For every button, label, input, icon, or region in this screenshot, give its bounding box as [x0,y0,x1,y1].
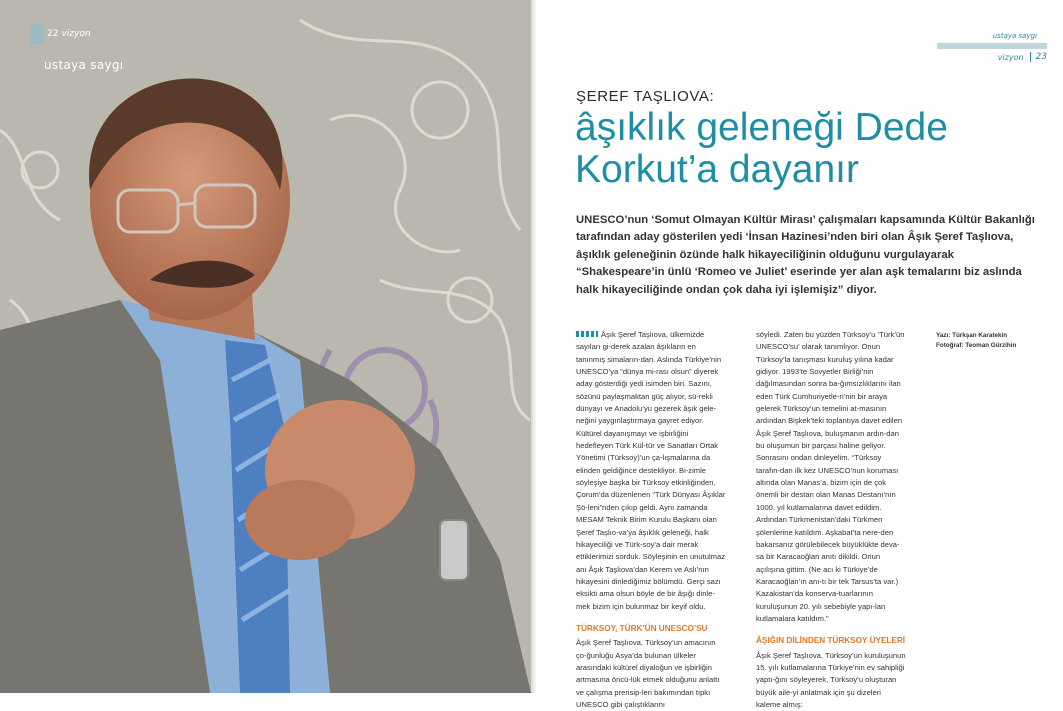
credit-writer: Yazı: Türkşan Karatekin [936,332,1008,339]
credit-photo: Fotoğraf: Teoman Gürzihin [936,342,1017,349]
header-bar [937,43,1047,49]
page-gutter [531,0,537,693]
left-section-title: ustaya saygı [44,58,124,72]
body-column-1 [576,329,726,711]
body-column-2 [756,329,906,711]
left-magazine-name: vizyon [61,29,91,39]
article-lead: UNESCO’nun ‘Somut Olmayan Kültür Mirası’ çalışmaları kapsamında Kültür Bakanlığı tarafından aday gösterilen yedi ‘İnsan Hazinesi’nden biri olan Âşık Şeref Taşlıova, âşıklık geleneğinin özünde halk hikayeciliğinin olduğunu vurgulayarak “Shakespeare’in ünlü ‘Romeo ve Juliet’ eserinde yer alan aşk temalarını biz aslında halk hikayeciliğinde ondan çok daha iyi işlemişiz” diyor. [576,214,1035,296]
portrait-illustration [0,0,531,693]
right-section-title: ustaya saygı [992,32,1037,40]
right-folio [937,52,1047,62]
article-kicker: ŞEREF TAŞLIOVA: [576,88,715,105]
article-credits [936,331,1046,351]
body-paragraph: söyledi. Zaten bu yüzden Türksoy’u ‘Türk’ün UNESCO’su’ olarak tanımlıyor. Onun Türksoy’la tanışması kuruluş yılına kadar gidiyor. 1993’te Sovyetler Birliği’nin dağılmasından sonra ba-ğımsızlıklarını ilan eden Türk Cumhuriyetle-ri’nin bir araya gelerek Türksoy’un temelini at-masının ardından Bişkek’teki toplantıya davet edilen Âşık Şeref Taşlıova, buluşmanın ardın-dan bu oluşumun bir parçası haline geliyor. Sonrasını ondan dinleyelim. “Türksoy tarafın-dan ilk kez UNESCO’nun koruması altında olan Manas’a, bizim için de çok önemli bir destan olan Manas Destanı’nın 1000. yıl kutlamalarına davet edildim. Ardından Türkmenistan’daki Türkmen şölenlerine katıldım. Aşkabat’ta nere-den bakarsanız görülebilecek büyüklükte deva-sa bir Karacaoğlan anıtı dikildi. Onun açılışına gittim. (Ne acı ki Türkiye’de Karacaoğlan’ın anı-tı bir tek Tarsus’ta var.) Kazakistan’da konserva-tuarlarının kuruluşunun 20. yılı sebebiyle yapı-lan kutlamalara katıldım.” [756,330,905,623]
body-paragraph: Âşık Şeref Taşlıova, Türksoy’un kuruluşunun 15. yılı kutlamalarına Türkiye’nin ev sahipliği yaptı-ğını söyleyerek, Türksoy’u oluşturan büyük aile-yi anlatmak için şu dizeleri kaleme almış: [756,650,906,709]
body-paragraph: Âşık Şeref Taşlıova, Türksoy’un amacının ço-ğunluğu Asya’da bulunan ülkeler arasındaki kültürel diyaloğun ve işbirliğin artmasına öncü-lük etmek olduğunu anlattı ve çalışma prensip-leri bakımından tıpkı UNESCO gibi çalıştıklarını [576,638,720,709]
body-paragraph [576,329,726,613]
article-title: âşıklık geleneği Dede Korkut’a dayanır [575,106,948,191]
right-page-number: 23 [1030,52,1047,62]
subheading: TÜRKSOY, TÜRK’ÜN UNESCO’SU [576,623,708,633]
left-page-number: 22 [47,29,59,39]
right-magazine-name: vizyon [997,52,1024,62]
logo-block-icon [30,24,44,44]
subheading: ÂŞIĞIN DİLİNDEN TÜRKSOY ÜYELERİ [756,636,906,646]
paragraph-marker-icon [576,331,598,337]
cover-photo [0,0,531,693]
right-page-header [937,32,1047,62]
left-page-header [30,24,91,44]
body-text: Âşık Şeref Taşlıova, ülkemizde sayıları gi-derek azalan âşıkların en tanınmış simaların-dan. Aslında Türkiye’nin UNESCO’ya “dünya mi-rası olsun” diyerek aday gösterdiği yedi isimden biri. Sazını, sözünü paylaşmaktan güç alıyor, sü-rekli dünyayı ve Anadolu’yu gezerek âşık gele-neğini yaygınlaştırmaya gayret ediyor. Kültürel dayanışmayı ve işbirliğini hedefleyen Türk Kül-tür ve Sanatları Ortak Yönetimi (Türksoy)’un ça-lışmalarına da elinden geldiğince destekliyor. Bi-zimle söyleşiye başka bir Türksoy etkinliğinden, Çorum’da düzenlenen “Türk Dünyası Âşıklar Şö-leni”nden çıkıp geldi. Aynı zamanda MESAM Teknik Birim Kurulu Başkanı olan Şeref Taşlıo-va’ya âşıklık geleneği, halk hikayeciliği ve Türk-soy’a dair merak ettiklerimizi sorduk. Söyleşinin en unutulmaz anı Âşık Taşlıova’dan Kerem ve Aslı’nın hikayesini dinlediğimiz bölümdü. Gerçi sazı eksikti ama olsun böyle de bir âşığı dinle-mek bizim için bulunmaz bir keyif oldu. [576,330,726,611]
